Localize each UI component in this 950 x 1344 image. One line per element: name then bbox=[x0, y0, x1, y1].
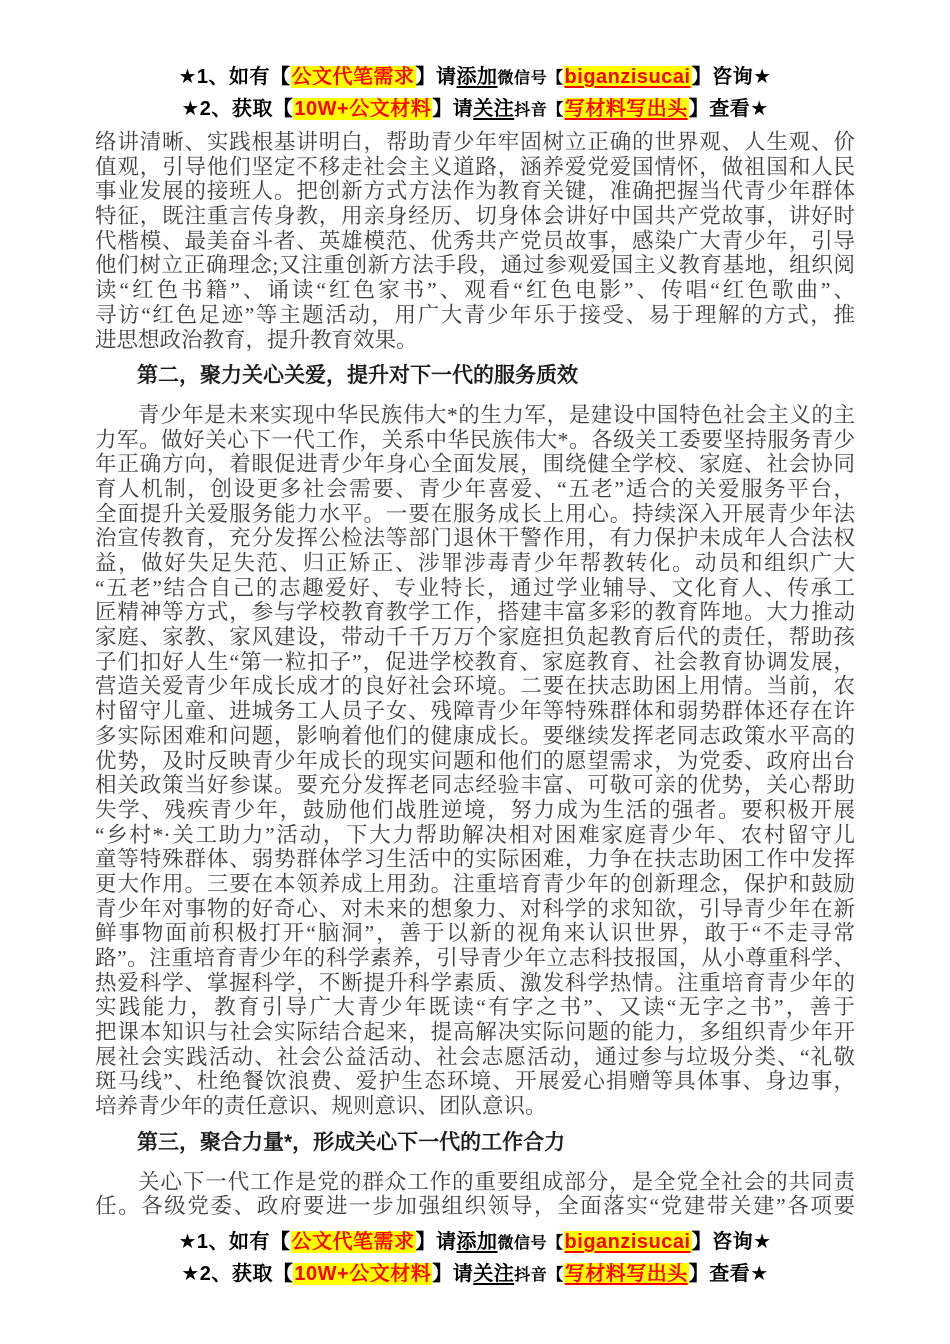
text-line: 优势，及时反映青少年成长的现实问题和他们的愿望需求，为党委、政府出台 bbox=[95, 748, 855, 773]
banner-text: 抖音【 bbox=[514, 1266, 564, 1284]
text-line: 值观，引导他们坚定不移走社会主义道路，涵养爱党爱国情怀，做祖国和人民 bbox=[95, 154, 855, 179]
text-line: 路”。注重培育青少年的科学素养，引导青少年立志科技报国，从小尊重科学、 bbox=[95, 946, 855, 971]
text-line: 子们扣好人生“第一粒扣子”，促进学校教育、家庭教育、社会教育协调发展， bbox=[95, 649, 855, 674]
text-line: “五老”结合自己的志趣爱好、专业特长，通过学业辅导、文化育人、传承工 bbox=[95, 575, 855, 600]
banner-text: 】请 bbox=[415, 66, 457, 88]
banner-text: 】咨询★ bbox=[691, 66, 772, 88]
text-line: “乡村*·关工助力”活动，下大力帮助解决相对困难家庭青少年、农村留守儿 bbox=[95, 822, 855, 847]
text-line: 任。各级党委、政府要进一步加强组织领导，全面落实“党建带关建”各项要 bbox=[95, 1194, 855, 1219]
text-line: 营造关爱青少年成长成才的良好社会环境。二要在扶志助困上用情。当前，农 bbox=[95, 674, 855, 699]
text-line: 相关政策当好参谋。要充分发挥老同志经验丰富、可敬可亲的优势，关心帮助 bbox=[95, 773, 855, 798]
paragraph bbox=[95, 130, 855, 352]
banner-text: 】咨询★ bbox=[691, 1230, 772, 1253]
banner-wechat-id: biganzisucai bbox=[564, 1230, 691, 1253]
banner-underline-add: 添加 bbox=[456, 66, 498, 88]
banner-text: 】查看★ bbox=[688, 1262, 769, 1285]
text-line: 益，做好失足失范、归正矫正、涉罪涉毒青少年帮教转化。动员和组织广大 bbox=[95, 551, 855, 576]
text-line: 更大作用。三要在本领养成上用劲。注重培育青少年的创新理念，保护和鼓励 bbox=[95, 871, 855, 896]
banner-text: 微信号【 bbox=[497, 1234, 564, 1252]
banner-text: ★1、如有【 bbox=[178, 1230, 291, 1253]
document-body bbox=[95, 130, 855, 1219]
banner-douyin-id: 写材料写出头 bbox=[564, 1262, 688, 1285]
banner-line-1 bbox=[95, 1227, 855, 1259]
banner-text: 】查看★ bbox=[688, 98, 769, 120]
text-line: 育人机制，创设更多社会需要、青少年喜爱、“五老”适合的关爱服务平台， bbox=[95, 476, 855, 501]
text-line: 力军。做好关心下一代工作，关系中华民族伟大*。各级关工委要坚持服务青少 bbox=[95, 427, 855, 452]
text-line: 多实际困难和问题，影响着他们的健康成长。要继续发挥老同志政策水平高的 bbox=[95, 723, 855, 748]
text-line: 青少年是未来实现中华民族伟大*的生力军，是建设中国特色社会主义的主 bbox=[138, 402, 855, 427]
text-line: 进思想政治教育，提升教育效果。 bbox=[95, 327, 418, 352]
text-line: 匠精神等方式，参与学校教育教学工作，搭建丰富多彩的教育阵地。大力推动 bbox=[95, 600, 855, 625]
banner-text: 抖音【 bbox=[514, 102, 564, 119]
text-line: 关心下一代工作是党的群众工作的重要组成部分，是全党全社会的共同责 bbox=[138, 1169, 855, 1194]
banner-text: ★2、获取【 bbox=[181, 1262, 294, 1285]
text-line: 年正确方向，着眼促进青少年身心全面发展，围绕健全学校、家庭、社会协同 bbox=[95, 452, 855, 477]
banner-underline-follow: 关注 bbox=[473, 98, 515, 120]
text-line: 他们树立正确理念;又注重创新方法手段，通过参观爱国主义教育基地，组织阅 bbox=[95, 253, 855, 278]
footer-promo-banner bbox=[95, 1227, 855, 1291]
text-line: 代楷模、最美奋斗者、英雄模范、优秀共产党员故事，感染广大青少年，引导 bbox=[95, 228, 855, 253]
text-line: 把课本知识与社会实际结合起来，提高解决实际问题的能力，多组织青少年开 bbox=[95, 1020, 855, 1045]
text-line: 家庭、家教、家风建设，带动千千万万个家庭担负起教育后代的责任，帮助孩 bbox=[95, 625, 855, 650]
banner-highlight-need: 公文代笔需求 bbox=[291, 1230, 415, 1253]
banner-douyin-id: 写材料写出头 bbox=[564, 98, 688, 120]
banner-text: 】请 bbox=[432, 98, 474, 120]
text-line: 全面提升关爱服务能力水平。一要在服务成长上用心。持续深入开展青少年法 bbox=[95, 501, 855, 526]
text-line: 特征，既注重言传身教，用亲身经历、切身体会讲好中国共产党故事，讲好时 bbox=[95, 204, 855, 229]
text-line: 治宣传教育，充分发挥公检法等部门退休干警作用，有力保护未成年人合法权 bbox=[95, 526, 855, 551]
text-line: 实践能力，教育引导广大青少年既读“有字之书”、又读“无字之书”，善于 bbox=[95, 995, 855, 1020]
banner-underline-follow: 关注 bbox=[473, 1262, 515, 1285]
banner-wechat-id: biganzisucai bbox=[564, 66, 691, 88]
banner-underline-add: 添加 bbox=[456, 1230, 498, 1253]
banner-line-2 bbox=[95, 94, 855, 126]
banner-text: 】请 bbox=[432, 1262, 474, 1285]
banner-text: 】请 bbox=[415, 1230, 457, 1253]
banner-line-2 bbox=[95, 1259, 855, 1291]
banner-highlight-need: 公文代笔需求 bbox=[291, 66, 415, 88]
text-line: 读“红色书籍”、诵读“红色家书”、观看“红色电影”、传唱“红色歌曲”、 bbox=[95, 278, 855, 303]
text-line: 培养青少年的责任意识、规则意识、团队意识。 bbox=[95, 1094, 547, 1119]
text-line: 事业发展的接班人。把创新方式方法作为教育关键，准确把握当代青少年群体 bbox=[95, 179, 855, 204]
text-line: 展社会实践活动、社会公益活动、社会志愿活动，通过参与垃圾分类、“礼敬 bbox=[95, 1044, 855, 1069]
paragraph bbox=[95, 403, 855, 1119]
section-heading: 第三，聚合力量*，形成关心下一代的工作合力 bbox=[137, 1130, 566, 1154]
paragraph bbox=[95, 1170, 855, 1219]
banner-text: 微信号【 bbox=[497, 70, 564, 87]
banner-highlight-material: 10W+公文材料 bbox=[294, 98, 432, 120]
text-line: 斑马线”、杜绝餐饮浪费、爱护生态环境、开展爱心捐赠等具体事、身边事， bbox=[95, 1069, 855, 1094]
text-line: 失学、残疾青少年，鼓励他们战胜逆境，努力成为生活的强者。要积极开展 bbox=[95, 797, 855, 822]
text-line: 寻访“红色足迹”等主题活动，用广大青少年乐于接受、易于理解的方式，推 bbox=[95, 302, 855, 327]
text-line: 鲜事物面前积极打开“脑洞”，善于以新的视角来认识世界，敢于“不走寻常 bbox=[95, 921, 855, 946]
banner-highlight-material: 10W+公文材料 bbox=[294, 1262, 432, 1285]
banner-text: ★1、如有【 bbox=[178, 66, 291, 88]
text-line: 青少年对事物的好奇心、对未来的想象力、对科学的求知欲，引导青少年在新 bbox=[95, 896, 855, 921]
banner-text: ★2、获取【 bbox=[181, 98, 294, 120]
section-heading: 第二，聚力关心关爱，提升对下一代的服务质效 bbox=[137, 364, 578, 388]
text-line: 络讲清晰、实践根基讲明白，帮助青少年牢固树立正确的世界观、人生观、价 bbox=[95, 130, 855, 154]
text-line: 村留守儿童、进城务工人员子女、残障青少年等特殊群体和弱势群体还存在许 bbox=[95, 699, 855, 724]
text-line: 童等特殊群体、弱势群体学习生活中的实际困难，力争在扶志助困工作中发挥 bbox=[95, 847, 855, 872]
header-promo-banner bbox=[95, 62, 855, 126]
text-line: 热爱科学、掌握科学，不断提升科学素质、激发科学热情。注重培育青少年的 bbox=[95, 970, 855, 995]
banner-line-1 bbox=[95, 62, 855, 94]
